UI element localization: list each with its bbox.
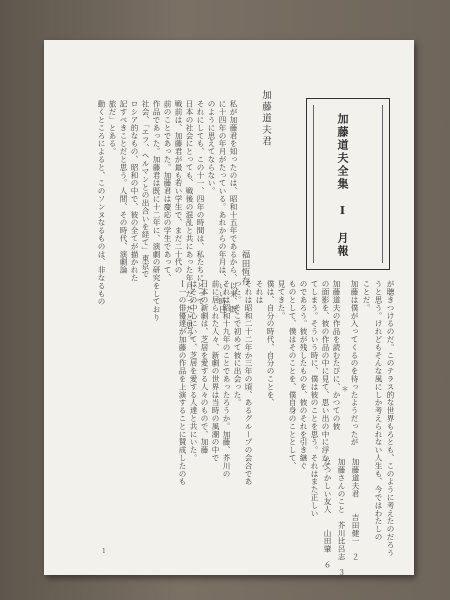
text-column: が聴きつけるのだ。このテラス的な世界もろとも、このように考えたのだろう [386, 280, 395, 557]
text-column: った。そこで初めて彼に出会った。 [233, 280, 242, 407]
text-column: 加藤道夫の作品を読むたびに、かつての彼 [332, 280, 341, 431]
text-column: 社会、「エフ、ヘルマンとの出合いを経て」東京で [141, 100, 150, 278]
text-column: 前に居られた人々、新劇の世界は当時の風潮の中で [211, 280, 220, 462]
text-column: に十四年の年月がたっている。あれからの年月は、いい時日 [218, 100, 227, 314]
text-column: 私が加藤君を知ったのは、昭和十五年であるから、以来、既 [229, 100, 238, 314]
text-column: ロシア的なもの、昭和の中で、彼の全てが描かれた [130, 100, 139, 282]
text-column: 加藤は僕が入ってくるのを待ったようだったが [350, 280, 359, 446]
text-column: それにしても、この十一、四年の時間は、私たちにとって [196, 100, 205, 306]
page-number: 1 [102, 548, 106, 555]
text-column: 僕は、自分の時代、自分のことを、 [266, 280, 275, 407]
text-column: 動くところによると、このソンヌなるものは、非なるもの [97, 100, 106, 306]
section-separator: ＊ [341, 385, 349, 393]
essay-author: 福田恆存 [240, 250, 250, 286]
text-column: 日本の社会にとっても、戦後の混乱と共にあった年月だったと思う。 [185, 100, 194, 345]
text-column: ものとして、僕はそのことを、僕自身のこととして、 [288, 280, 297, 470]
contents-entry: 加藤さんのこと 芥川比呂志 ３ [337, 458, 346, 577]
title-box [306, 98, 390, 270]
text-column: の面影を、彼の作品の中に見て、思い出の中に浮かべ [321, 280, 330, 470]
text-column: はその中心にいて、芝居を愛する人達と共にいた。 [189, 280, 198, 462]
text-column: ことだ。 [362, 280, 371, 312]
text-column: 前のことであった。加藤君は慶応の学生であって、 [163, 100, 172, 282]
text-column: それは昭和二十二年か三年の頃、あるグループの会合であ [244, 280, 253, 486]
essay-heading: 加藤道夫君 [260, 90, 271, 148]
text-column: それは昭和十九年のことであったろうか。加藤、芥川の [222, 280, 231, 478]
text-column: のように思えてならない。 [207, 100, 216, 195]
text-column: うと思う。けれどもそんな風にしか考えられない人生も、今ではわたしの [374, 280, 383, 541]
newsletter-page [44, 40, 414, 575]
contents-entry: 加藤道夫君 吉田健一 ２ [351, 458, 360, 561]
text-column: 旅だ」とある。 [108, 100, 117, 156]
text-column: のであろう。彼が残したものを、彼のそれを引き継ぐ [299, 280, 308, 470]
text-column: 記すべきことだと思う。人間、その時代、演劇論 [119, 100, 128, 274]
text-column: 戦前は、加藤君が最も若い学生で、まだ二十代の [174, 100, 183, 274]
contents-entry: なつかしい友人 山田肇 ６ [323, 458, 332, 569]
text-column: てしまう。そういう時に、僕は彼のことを思う。それはまた正しい [310, 280, 319, 517]
title-box-inner [313, 105, 383, 263]
page-title: 加藤道夫全集 Ⅰ 月報 [336, 113, 349, 258]
text-column: 作品であった。加藤君は既に十二年に、演劇の研究をしており [152, 100, 161, 322]
text-column: Ｉ一の俳優達が加藤の作品を上演することに賛成したのも [178, 280, 187, 486]
text-column: 見てきた。 [277, 280, 286, 320]
text-column: 日本の新劇は、芝居を愛する人々のもので、加藤 [200, 280, 209, 454]
text-column: それは [255, 280, 264, 304]
